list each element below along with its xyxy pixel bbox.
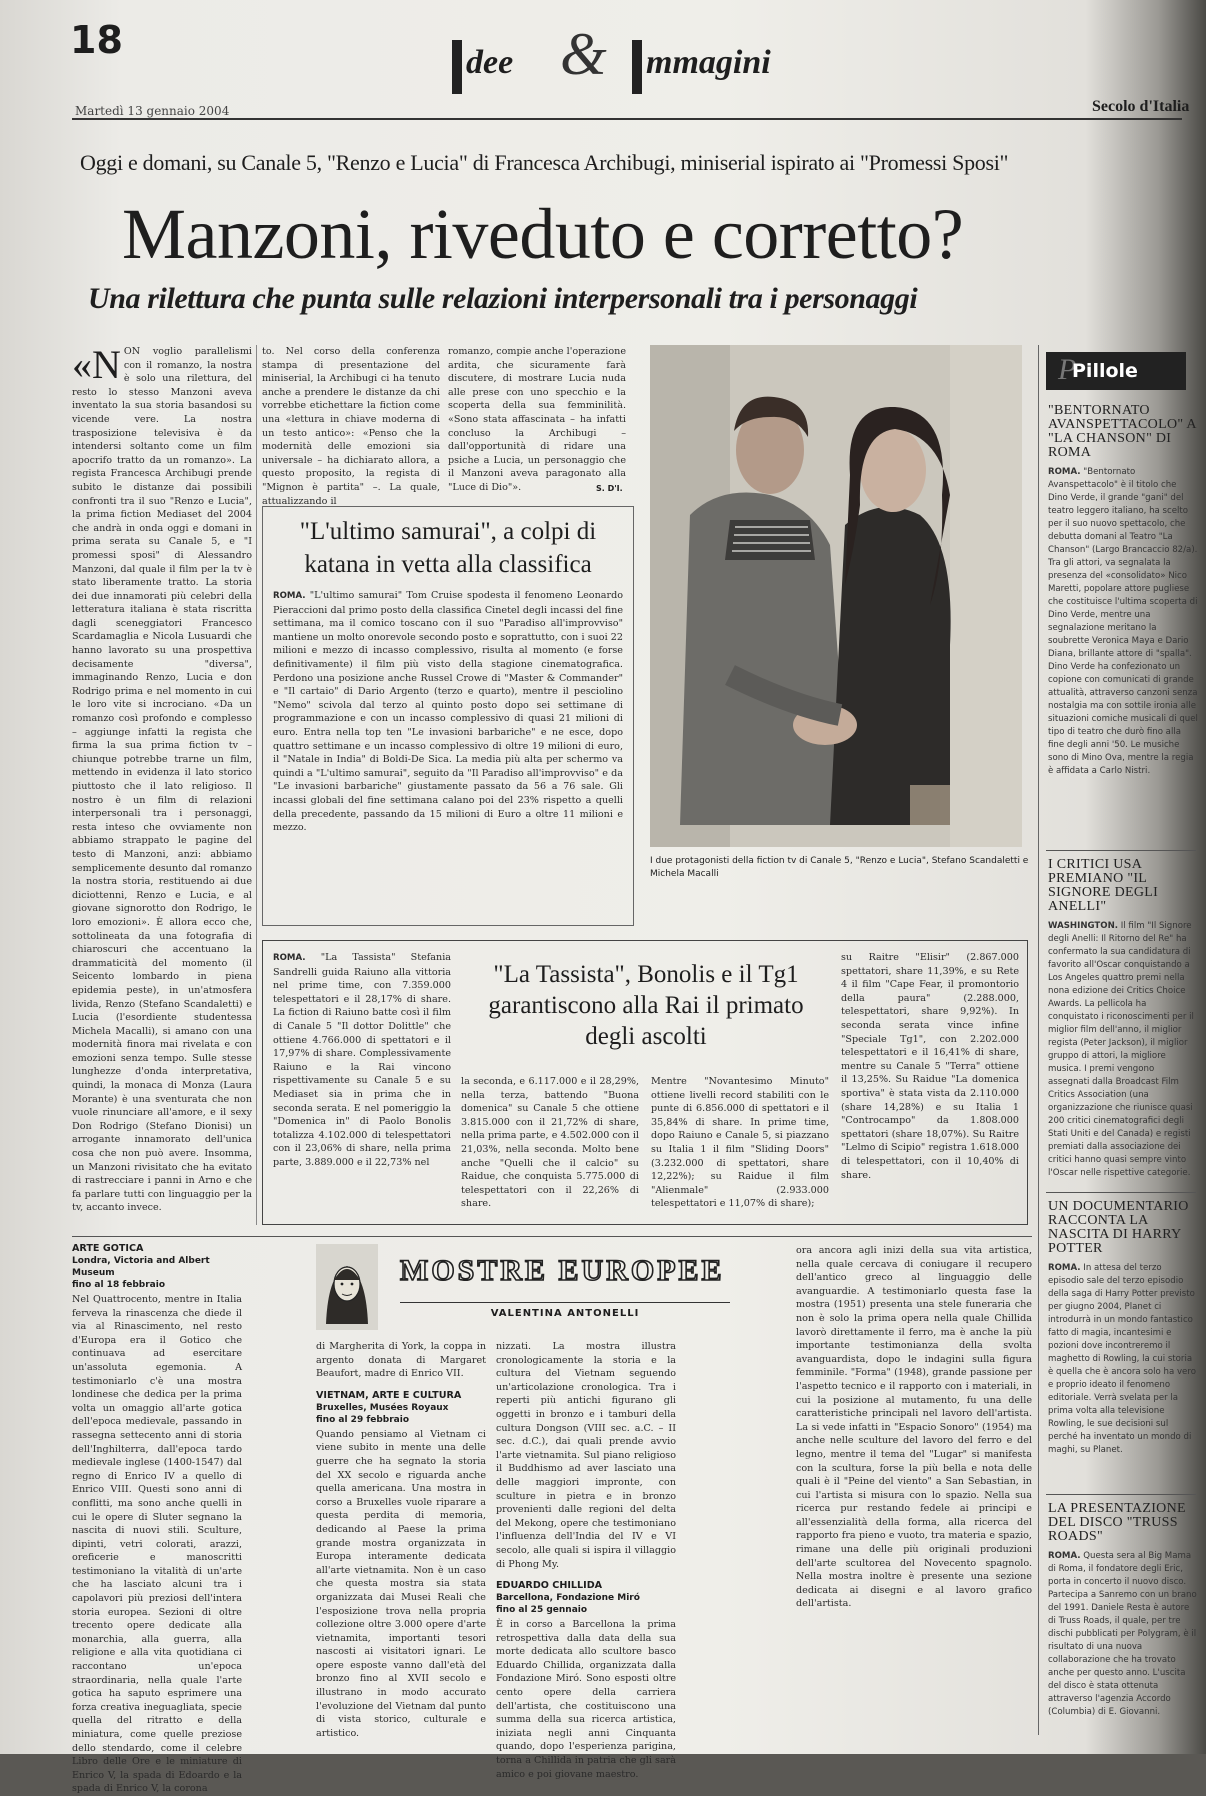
banner-rule — [400, 1302, 730, 1303]
tassista-col2: la seconda, e 6.117.000 e il 28,29%, nella terza, battendo "Buona domenica" su Canale 5 che ottiene 3.815.000 con il 21,72% di share, nella prima parte, e 4.502.000 con il 21,03%, nella seconda. Molto bene anche "Quelli che il calcio" su Raidue, che conquista 5.775.000 di telespettatori con il 22,26% di share. — [461, 1076, 639, 1210]
section-word-immagini: mmagini — [646, 44, 771, 81]
pillola-1-title: "BENTORNATO AVANSPETTACOLO" A "LA CHANSON" DI ROMA — [1048, 403, 1197, 460]
pillola-3 — [1048, 1200, 1198, 1490]
chillida-section — [496, 1340, 786, 1780]
tassista-col1-text: "La Tassista" Stefania Sandrelli guida Raiuno alla vittoria nel prime time, con 7.359.000 telespettatori e il 28,17% di share. La fiction di Raiuno batte così il film di Canale 5 "Il dottor Dolittle" che ottiene 4.766.000 di spettatori e il 17,97% di share. Complessivamente Raiuno e la Rai vincono rispettivamente su Canale 5 e su Mediaset sia in prima che in seconda serata. E nel pomeriggio la "Domenica in" di Paolo Bonolis totalizza 4.102.000 di telespettatori con il 23,06% di share, nella prima parte, 3.889.000 e il 22,73% nel — [273, 952, 451, 1168]
samurai-body: "L'ultimo samurai" Tom Cruise spodesta il fenomeno Leonardo Pieraccioni dal primo posto della classifica Cinetel degli incassi del fine settimana, ma il comico toscano con il suo "Paradiso all'improvviso" mantiene un molto onorevole secondo posto e soprattutto, con i suoi 22 milioni e mezzo di incasso complessivo, risulta al momento (e forse definitivamente) il film più visto della stagione cinematografica. Perdono una posizione anche Russel Crowe di "Master & Commander" e "Il cartaio" di Dario Argento (terzo e quarto), mentre il pesciolino "Nemo" scivola dal terzo al quinto posto dopo sei settimane di programmazione e con un incasso complessivo di quasi 21 milioni di euro. Entra nella top ten "Le invasioni barbariche" e ne esce, dopo quattro settimane e un incasso complessivo di oltre 19 milioni di euro, il "Natale in India" di Boldi-De Sica. La media più alta per schermo va quindi a "L'ultimo samurai", seguito da "Il Paradiso all'improvviso" e da "Le invasioni barbariche" giustamente passato da 56 a 76 sale. Gli incassi globali del fine settimana calano poi del 23% rispetto a quelli della precedente, passando da 15 milioni di Euro a oltre 11 milioni e mezzo. — [273, 590, 623, 834]
tassista-col4: su Raitre "Elisir" (2.867.000 spettatori, share 11,39%, e su Rete 4 il film "Cape Fear, il promontorio della paura" (2.288.000, telespettatori, share 9,92%). In seconda serata vince infine "Speciale Tg1", con 2.202.000 telespettatori e il 16,41% di share, mentre su Canale 5 "Terra" ottiene il 13,25%. Su Raidue "La domenica sportiva" è stata vista da 2.110.000 (share 14,28%) e su Italia 1 "Controcampo" da 1.808.000 spettatori (share 18,07%). Su Raitre "Lelmo di Scipio" registra 1.618.000 di telespettatori, con il 10,40% di share. — [841, 952, 1019, 1181]
photo-caption: I due protagonisti della fiction tv di Canale 5, "Renzo e Lucia", Stefano Scandaletti e Michela Macalli — [650, 856, 1029, 879]
section-letter-bar-1 — [452, 40, 462, 94]
pillola-2-title: I CRITICI USA PREMIANO "IL SIGNORE DEGLI ANELLI" — [1048, 857, 1159, 914]
tassista-col3: Mentre "Novantesimo Minuto" ottiene livelli record stabiliti con le punte di 6.856.000 di spettatori e il 35,84% di share. In prime time, dopo Raiuno e Canale 5, si piazzano su Italia 1 il film "Sliding Doors" (3.232.000 di spettatori, share 12,22%); su Raidue il film "Alienmale" (2.933.000 telespettatori e 11,07% di share); — [651, 1076, 829, 1210]
gotica-head: ARTE GOTICA — [72, 1243, 144, 1254]
chillida-cont: ora ancora agli inizi della sua vita artistica, nella quale cercava di coniugare il recupero dell'antico greco al linguaggio delle avanguardie. A testimoniarlo questa fase la mostra (1951) presenta una stele funeraria che non è solo la prima opera nella quale Chillida lavorò direttamente il ferro, ma è anche la più importante testimonianza della svolta avanguardista, dopo le indagini sulla figura femminile. "Forma" (1948), grande passione per l'aspetto tecnico e il rapporto con i materiali, in cui la posizione al mutamento, fu una delle caratteristiche principali nel lavoro dell'artista. La si vede infatti in "Espacio Sonoro" (1954) ma anche nelle sculture del lavoro del ferro e del legno, mentre il tema del "Lugar" si manifesta con la scultura, forse la più bella e nota delle quali è il "Peine del viento" a San Sebastian, in cui l'artista si misura con lo spazio. Nella sua ricerca pur restando fedele ai principi e all'essenzialità della forma, alla ricerca del rapporto fra pieno e vuoto, tra materia e spazio, rimane una delle più originali produzioni dell'arte scultorea del Novecento spagnolo. Nella mostra inoltre è presente una sezione dedicata ai disegni e al lavoro grafico dell'artista. — [796, 1245, 1032, 1610]
chillida-venue: Barcellona, Fondazione Miró — [496, 1593, 640, 1604]
pillole-letter: P — [1058, 353, 1077, 386]
section-ampersand: & — [560, 21, 607, 87]
pillola-4 — [1048, 1502, 1198, 1742]
sidebar-rule-3 — [1046, 1494, 1196, 1495]
section-letter-bar-2 — [632, 40, 642, 94]
photo — [650, 345, 1022, 847]
pillola-2 — [1048, 858, 1198, 1188]
pillola-3-title: UN DOCUMENTARIO RACCONTA LA NASCITA DI HARRY POTTER — [1048, 1199, 1189, 1256]
pillola-1 — [1048, 404, 1198, 830]
gotica-section — [72, 1242, 242, 1795]
samurai-city: ROMA. — [273, 591, 306, 601]
tassista-city: ROMA. — [273, 953, 306, 963]
pillola-3-body: In attesa del terzo episodio sale del terzo episodio della saga di Harry Potter previsto per giugno 2004, Planet ci introdurrà in un mondo fantastico fatto di magia, incantesimi e pozioni dove incontreremo il maghetto di Rowling, la cui storia è quella che è ancora solo ha vero e proprio ideato il fenomeno editoriale. Verrà svelata per la prima volta alla televisione Rowling, le sue decisioni sul perché ha inventato un mondo di maghi, su Planet. — [1048, 1263, 1196, 1455]
column-divider — [256, 345, 257, 1225]
section-word-idee: dee — [466, 44, 514, 81]
pillola-2-body: Il film "Il Signore degli Anelli: Il Ritorno del Re" ha confermato la sua candidatura di favorito all'Oscar conquistando a Los Angeles quattro premi nella nona edizione dei Critics Choice Awards. La pellicola ha conquistato i riconoscimenti per il miglior film dell'anno, il miglior regista (Peter Jackson), il miglior gruppo di attori, la migliore musica. I premi vengono assegnati dalla Broadcast Film Critics Association (una organizzazione che riunisce quasi 200 critici cinematografici degli Stati Uniti e del Canada) e registi premiati dalla associazione dei critici hanno quasi sempre vinto l'Oscar nelle rispettive categorie. — [1048, 921, 1194, 1178]
couple-photo-illustration — [650, 345, 1022, 847]
sidebar-rule-2 — [1046, 1192, 1196, 1193]
kicker: Oggi e domani, su Canale 5, "Renzo e Lucia" di Francesca Archibugi, miniserial ispirato ai "Promessi Sposi" — [80, 150, 1009, 175]
page-number: 18 — [70, 18, 123, 62]
dropcap: «N — [72, 342, 121, 387]
gotica-venue: Londra, Victoria and Albert Museum — [72, 1256, 210, 1278]
pillola-1-city: ROMA. — [1048, 467, 1081, 477]
vietnam-head: VIETNAM, ARTE E CULTURA — [316, 1389, 462, 1401]
mostre-banner — [316, 1244, 776, 1334]
mostre-author: VALENTINA ANTONELLI — [490, 1308, 640, 1319]
vietnam-cont: nizzati. La mostra illustra cronologicamente la storia e la cultura del Vietnam seguendo un'articolazione cronologica. Tra i reperti più antichi figurano gli oggetti in bronzo e i tamburi della cultura Dongson (VIII sec. a.C. – II sec. d.C.), dai quali prende avvio l'arte vietnamita. Sul piano religioso il Buddhismo ad aver lasciato una delle maggiori impronte, con sculture in pietra e in bronzo provenienti dalle regioni del delta del Mekong, opere che testimoniano l'influenza dell'India del IV e VI secolo, alle quali si ispira il villaggio di Phong My. — [496, 1341, 676, 1570]
pillola-4-city: ROMA. — [1048, 1551, 1081, 1561]
tassista-box — [262, 940, 1028, 1225]
pillole-label: Pillole — [1072, 360, 1138, 382]
gotica-cont: di Margherita di York, la coppa in argento donata di Margaret Beaufort, madre di Enrico VII. — [316, 1341, 486, 1380]
date-line: Martedì 13 gennaio 2004 — [75, 104, 230, 118]
samurai-box — [262, 506, 634, 926]
tassista-col1 — [273, 951, 451, 1216]
masthead-rule — [72, 118, 1182, 120]
sidebar-rule-1 — [1046, 850, 1196, 851]
main-article-col3: romanzo, compie anche l'operazione ardita, che sicuramente farà discutere, di mostrare Lucia nuda alle prese con uno specchio e la scoperta della sua femminilità. «Sono stata affascinata – ha infatti concluso la Archibugi – dall'opportunità di ridare una psiche a Lucia, un personaggio che il Manzoni aveva paragonato alla "Luce di Dio"». — [448, 346, 627, 493]
tassista-headline: "La Tassista", Bonolis e il Tg1 garantiscono alla Rai il primato degli ascolti — [488, 961, 804, 1050]
vietnam-section — [316, 1340, 486, 1740]
vietnam-body: Quando pensiamo al Vietnam ci viene subito in mente una delle guerre che ha segnato la storia del XX secolo e riguarda anche quella americana. Una mostra in corso a Bruxelles vuole riparare a questa perdita di memoria, dedicando al Paese la prima grande mostra organizzata in Europa interamente dedicata all'arte vietnamita. Non è un caso che questa mostra sia stata organizzata dai Musei Reali che l'esposizione trova nella propria collezione oltre 3.000 opere d'arte vietnamita, importanti tesori nascosti ai visitatori ignari. Le opere esposte vanno dall'età del bronzo fino al XVII secolo e illustrano in modo accurato l'evoluzione del Vietnam dal punto di vista storico, culturale e artistico. — [316, 1428, 486, 1739]
newspaper-name: Secolo d'Italia — [1092, 98, 1190, 115]
samurai-headline: "L'ultimo samurai", a colpi di katana in vetta alla classifica — [299, 518, 597, 578]
main-article-col1 — [72, 342, 252, 1225]
pillole-banner — [1046, 352, 1186, 390]
signature: S. D'I. — [596, 484, 623, 493]
chillida-body: È in corso a Barcellona la prima retrospettiva dalla data della sua morte dedicata allo scultore basco Eduardo Chillida, organizzata dalla Fondazione Miró. Sono esposti oltre cento opere della carriera dell'artista, che costituiscono una summa della sua ricerca artistica, iniziata negli anni Cinquanta quando, dopo l'esperienza parigina, torna a Chillida in patria che gli sarà amico e poi giovane maestro. — [496, 1619, 676, 1780]
pillola-3-city: ROMA. — [1048, 1263, 1081, 1273]
gotica-body: Nel Quattrocento, mentre in Italia ferveva la rinascenza che diede il via al Rinascimento, nel resto d'Europa era il Gotico che continuava ad esercitare un'assoluta egemonia. A testimoniarlo c'è una mostra londinese che dedica per la prima volta un omaggio all'arte gotica dell'epoca medievale, passando in rassegna settecento anni di storia dell'Inghilterra, dall'epoca tardo medievale inglese (1400-1547) dal regno di Enrico IV a quello di Enrico VIII. Questi sono anni di conflitti, ma sono anche quelli in cui le opere di Sluter segnano la nascita di nuovi stili. Sculture, dipinti, vetri colorati, arazzi, oreficerie e manoscritti testimoniano la vitalità di un'arte che ha lasciato alcuni tra i capolavori più preziosi dell'intera storia europea. Sezioni di oltre trecento opere dedicate alla monarchia, alla guerra, alla religione e alla vita quotidiana ci raccontano un'epoca straordinaria, nella quale l'arte gotica ha saputo esprimere una forza creativa ineguagliata, specie quella del ritratto e della miniatura, come quelle preziose dello stendardo, come il celebre Libro delle Ore e le miniature di Enrico V, la spada di Edoardo e la spada di Enrico V, la corona — [72, 1294, 242, 1795]
pillola-2-city: WASHINGTON. — [1048, 921, 1119, 931]
sidebar-divider — [1038, 345, 1039, 1735]
chillida-date: fino al 25 gennaio — [496, 1605, 588, 1616]
gotica-date: fino al 18 febbraio — [72, 1280, 166, 1290]
vietnam-date: fino al 29 febbraio — [316, 1414, 410, 1425]
pillola-4-body: Questa sera al Big Mama di Roma, il fondatore degli Eric, porta in concerto il nuovo disco. Partecipa a Sanremo con un brano del 1991. Daniele Resta è autore di Truss Roads, il quale, per tre dischi pubblicati per Polygram, è il risultato di una nuova collaborazione che ha trovato anche per questo anno. L'uscita del disco è stata ottenuta attraverso l'agenzia Accordo (Columbia) di E. Giovanni. — [1048, 1551, 1197, 1717]
main-article-col2: to. Nel corso della conferenza stampa di presentazione del miniserial, la Archibugi ci ha tenuto anche a prendere le distanze da chi vorrebbe etichettare la fiction come una «lettura in chiave moderna di un testo antico»: «Penso che la modernità delle emozioni sia universale – ha dichiarato allora, a questo proposito, la regista di "Mignon è partita" –. La quale, attualizzando il — [262, 346, 440, 507]
pillola-1-body: "Bentornato Avanspettacolo" è il titolo che Dino Verde, il grande "gani" del teatro leggero italiano, ha scelto per il suo nuovo spettacolo, che debutta domani al Teatro "La Chanson" (Largo Brancaccio 82/a). Tra gli attori, va segnalata la presenza del «consolidato» Nico Maretti, popolare attore pugliese che costituisce l'ultima scoperta di Dino Verde, mentre una segnalazione meritano la soubrette Veronica Maya e Dario Diana, brillante attore di "spalla". Dino Verde ha confezionato un copione con comunicati di grande attualità, attraverso canzoni senza nostalgia ma con sottile ironia alle situazioni comiche musicali di quel tipo di teatro che durò fino alla fine degli anni '50. Le musiche sono di Mino Ova, mentre la regia è affidata a Carlo Nistri. — [1048, 467, 1198, 776]
main-article-text-1: ON voglio parallelismi con il romanzo, la nostra è solo una rilettura, del resto lo stesso Manzoni aveva inventato la sua storia basandosi su vicende vere. La nostra trasposizione televisiva è da intendersi soltanto come un film apocrifo tratto da un romanzo». La regista Francesca Archibugi prende subito le distanze dai possibili confronti tra il suo "Renzo e Lucia", la prima fiction Mediaset del 2004 che andrà in onda oggi e domani in prima serata su Canale 5, e "I promessi sposi" di Alessandro Manzoni, dal quale il film per la tv è stato liberamente tratto. La storia dei due innamorati più celebri della letteratura italiana è stata riscritta dagli sceneggiatori Francesco Scardamaglia e Nicola Lusuardi che hanno lavorato su una prospettiva decisamente "diversa", immaginando Renzo, Lucia e don Rodrigo prima e nel momento in cui le loro vite si incrociano. «Da un romanzo così profondo e complesso – aggiunge infatti la regista che firma la sua prima fiction tv – chiunque potrebbe trarne un film, mettendo in evidenza il lato storico piuttosto che il lato religioso. Il nostro è un film di relazioni interpersonali tra i personaggi, resta inteso che ovviamente non abbiamo strappato le pagine del testo di Manzoni, anzi: abbiamo semplicemente desunto dal romanzo la nostra storia, restituendo ai due diciottenni, Renzo e Lucia, e al giovane signorotto don Rodrigo, le loro emozioni». È allora ecco che, sottolineata da una fotografia di chiaroscuri che accentuano la drammaticità del momento (il Seicento lombardo in piena epidemia peste), in un'atmosfera livida, Renzo (Stefano Scandaletti) e Lucia (l'esordiente studentessa Michela Macalli), si amano con una modernità finora mai rivelata e con emozioni senza tempo. Sulle stesse lunghezze d'onda interpretativa, quindi, la monaca di Monza (Laura Morante) è una sventurata che non vuole rinunciare all'amore, e il sexy Don Rodrigo (Stefano Dionisi) un arrogante innamorato dell'unica cosa che non può avere. Insomma, un Manzoni rivisitato che ha evitato di rastrecciare i panni in Arno e che fa parlare tutti con linguaggio per la tv, accanto invece. — [72, 346, 252, 1214]
subheadline: Una rilettura che punta sulle relazioni interpersonali tra i personaggi — [88, 282, 918, 315]
mostre-top-rule — [72, 1236, 1032, 1237]
mostre-banner-title: MOSTRE EUROPEE — [400, 1254, 725, 1287]
pillola-4-title: LA PRESENTAZIONE DEL DISCO "TRUSS ROADS" — [1048, 1501, 1186, 1544]
chillida-head: EDUARDO CHILLIDA — [496, 1580, 603, 1592]
mona-lisa-icon — [316, 1244, 378, 1330]
vietnam-venue: Bruxelles, Musées Royaux — [316, 1402, 449, 1413]
headline: Manzoni, riveduto e corretto? — [122, 194, 964, 274]
